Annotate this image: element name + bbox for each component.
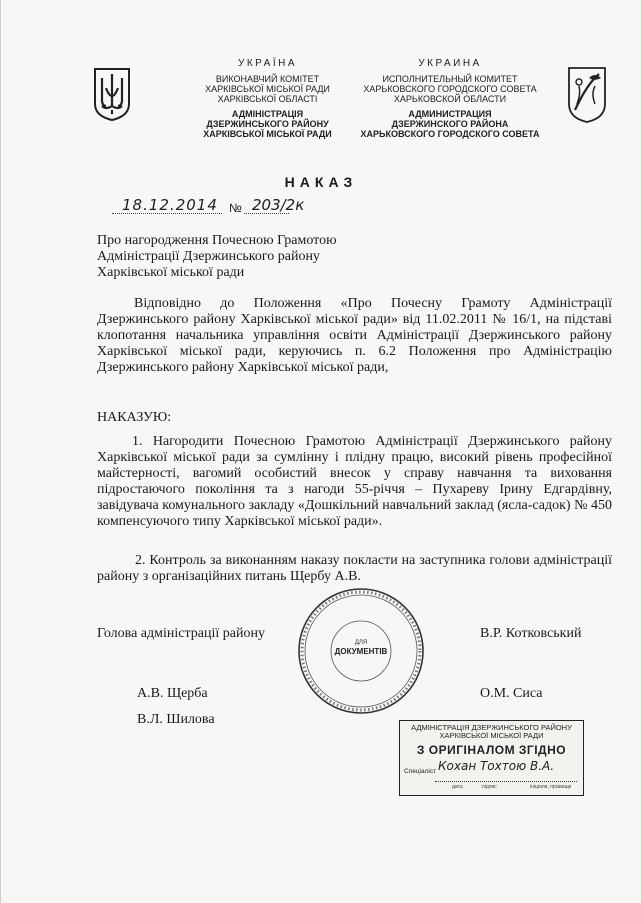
header-right-admin-line: ДЗЕРЖИНСКОГО РАЙОНА: [391, 119, 509, 129]
header-left-admin-line: АДМІНІСТРАЦІЯ: [231, 109, 304, 119]
header-right-line: ИСПОЛНИТЕЛЬНЫЙ КОМИТЕТ: [382, 74, 518, 84]
official-seal: [296, 586, 426, 716]
order-word: НАКАЗУЮ:: [97, 410, 172, 425]
certification-stamp: [399, 720, 584, 796]
document-title: НАКАЗ: [284, 174, 358, 190]
seal-text-top: ДЛЯ: [354, 640, 368, 646]
trident-coat-of-arms-icon: [92, 66, 132, 122]
subject-line: Адміністрації Дзержинського району: [97, 249, 320, 264]
order-item-1: 1. Нагородити Почесною Грамотою Адміністрації Дзержинського району Харківської міської ради за сумлінну і плідну працю, високий рівень професійної майстерності, вагомий особистий внесок у справу навчання та виховання підростаючого покоління та з нагоди 55-річчя – Пухареву Ірину Едгардівну, завідувача комунального закладу «Дошкільний навчальний заклад (ясла-садок) № 450 компенсуючого типу Харківської міської ради».: [97, 434, 612, 529]
subject-line: Харківської міської ради: [97, 265, 245, 280]
header-right: [345, 59, 555, 139]
header-left-line: ХАРКІВСЬКОЇ ОБЛАСТІ: [217, 94, 318, 104]
basis-paragraph: Відповідно до Положення «Про Почесну Грамоту Адміністрації Дзержинського району Харківської міської ради» від 11.02.2011 № 16/1, на підставі клопотання начальника управління освіти Адміністрації Дзержинського району Харківської міської ради, керуючись п. 6.2 Положення про Адміністрацію Дзержинського району Харківської міської ради,: [97, 296, 612, 375]
order-date: 18.12.2014: [122, 196, 218, 214]
header-right-line: ХАРЬКОВСКОГО ГОРОДСКОГО СОВЕТА: [363, 84, 537, 94]
approver-sysa: О.М. Сиса: [480, 686, 543, 701]
kharkiv-city-arms-icon: [565, 64, 609, 124]
header-left-line: ВИКОНАВЧИЙ КОМІТЕТ: [215, 74, 320, 84]
header-right-admin-line: АДМИНИСТРАЦИЯ: [408, 109, 492, 119]
head-name: В.Р. Котковський: [480, 626, 582, 641]
stamp-caption-date: дата: [452, 784, 463, 790]
header-left-line: ХАРКІВСЬКОЇ МІСЬКОЇ РАДИ: [205, 84, 330, 94]
stamp-org-line: АДМІНІСТРАЦІЯ ДЗЕРЖИНСЬКОГО РАЙОНУ: [411, 723, 572, 732]
order-item-2: 2. Контроль за виконанням наказу покласти на заступника голови адміністрації району з організаційних питань Щербу А.В.: [97, 553, 612, 584]
order-number: 203/2к: [252, 196, 305, 214]
header-left-country: УКРАЇНА: [237, 58, 298, 69]
stamp-org-line: ХАРКІВСЬКОЇ МІСЬКОЇ РАДИ: [439, 731, 544, 740]
header-right-country: УКРАИНА: [418, 58, 482, 69]
stamp-main-text: З ОРИГІНАЛОМ ЗГІДНО: [416, 743, 567, 757]
approver-scherba: А.В. Щерба: [137, 686, 208, 701]
number-underline: [244, 213, 289, 214]
header-left-admin-line: ДЗЕРЖИНСЬКОГО РАЙОНУ: [206, 119, 329, 129]
date-underline: [112, 213, 222, 214]
seal-text-center: ДОКУМЕНТІВ: [334, 647, 388, 656]
stamp-caption-signature: підпис: [482, 784, 497, 790]
header-right-admin-line: ХАРЬКОВСКОГО ГОРОДСКОГО СОВЕТА: [360, 129, 540, 139]
order-number-label: №: [229, 201, 242, 215]
head-title: Голова адміністрації району: [97, 626, 265, 641]
stamp-handwriting: Кохан Тохтою В.А.: [438, 759, 555, 773]
header-left: [165, 59, 370, 139]
stamp-specialist-label: Спеціаліст: [404, 768, 437, 775]
scan-edge-left: [0, 0, 1, 903]
approver-shylova: В.Л. Шилова: [137, 712, 215, 727]
header-left-admin-line: ХАРКІВСЬКОЇ МІСЬКОЇ РАДИ: [203, 129, 332, 139]
stamp-signature-line: [435, 781, 577, 782]
header-right-line: ХАРЬКОВСКОЙ ОБЛАСТИ: [393, 94, 507, 104]
stamp-caption-name: ініціали, прізвище: [530, 784, 572, 790]
order-subject: [97, 233, 417, 281]
subject-line: Про нагородження Почесною Грамотою: [97, 233, 337, 248]
